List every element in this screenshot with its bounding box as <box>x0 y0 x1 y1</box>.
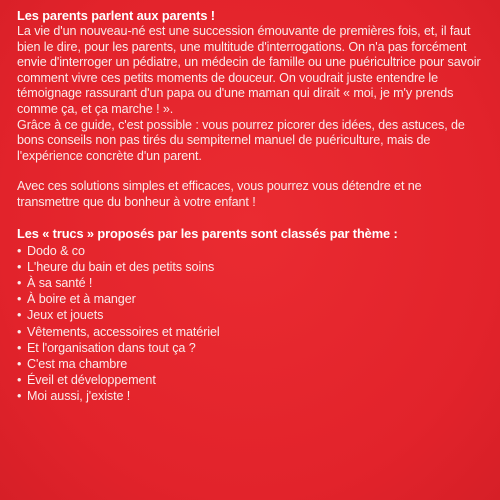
bullet-icon: • <box>17 340 22 355</box>
theme-item-label: Vêtements, accessoires et matériel <box>27 324 220 339</box>
theme-item <box>17 372 486 388</box>
bullet-icon: • <box>17 373 22 388</box>
theme-item <box>17 275 486 291</box>
themes-heading: Les « trucs » proposés par les parents sont classés par thème : <box>17 225 398 241</box>
theme-item-label: L'heure du bain et des petits soins <box>27 259 215 274</box>
theme-item <box>17 388 486 404</box>
bullet-icon: • <box>17 275 22 290</box>
theme-item-label: Dodo & co <box>27 243 85 258</box>
bullet-icon: • <box>17 292 22 307</box>
intro-paragraph-1: La vie d'un nouveau-né est une succession émouvante de premières fois, et, il faut bien le dire, pour les parents, une multitude d'interrogations. On n'a pas forcément envie d'interroger un pédiatre, un médecin de famille ou une puéricultrice pour savoir comment vivre ces petits moments de douceur. On voudrait juste entendre le témoignage rassurant d'un papa ou d'une maman qui dirait « moi, je m'y prends comme ça, et ça marche ! ». <box>17 24 481 116</box>
intro-heading: Les parents parlent aux parents ! <box>17 8 215 23</box>
theme-item-label: À boire et à manger <box>27 292 136 307</box>
theme-item <box>17 340 486 356</box>
theme-item-label: Éveil et développement <box>27 373 156 388</box>
themes-list <box>17 243 486 405</box>
bullet-icon: • <box>17 389 22 404</box>
spacer <box>17 164 486 179</box>
bullet-icon: • <box>17 243 22 258</box>
theme-item <box>17 291 486 307</box>
theme-item <box>17 356 486 372</box>
theme-item-label: À sa santé ! <box>27 275 93 290</box>
theme-item <box>17 307 486 323</box>
intro-paragraph-2: Grâce à ce guide, c'est possible : vous pourrez picorer des idées, des astuces, de bons conseils non pas tirés du sempiternel manuel de puériculture, mais de l'expérience concrète d'un parent. <box>17 117 465 163</box>
bullet-icon: • <box>17 259 22 274</box>
theme-item <box>17 243 486 259</box>
theme-item-label: C'est ma chambre <box>27 356 128 371</box>
theme-item <box>17 259 486 275</box>
theme-item-label: Jeux et jouets <box>27 308 104 323</box>
spacer <box>17 211 486 226</box>
intro-paragraph-3: Avec ces solutions simples et efficaces, vous pourrez vous détendre et ne transmettre que du bonheur à votre enfant ! <box>17 179 422 209</box>
theme-item-label: Et l'organisation dans tout ça ? <box>27 340 196 355</box>
theme-item-label: Moi aussi, j'existe ! <box>27 389 131 404</box>
theme-item <box>17 324 486 340</box>
bullet-icon: • <box>17 324 22 339</box>
bullet-icon: • <box>17 308 22 323</box>
bullet-icon: • <box>17 356 22 371</box>
